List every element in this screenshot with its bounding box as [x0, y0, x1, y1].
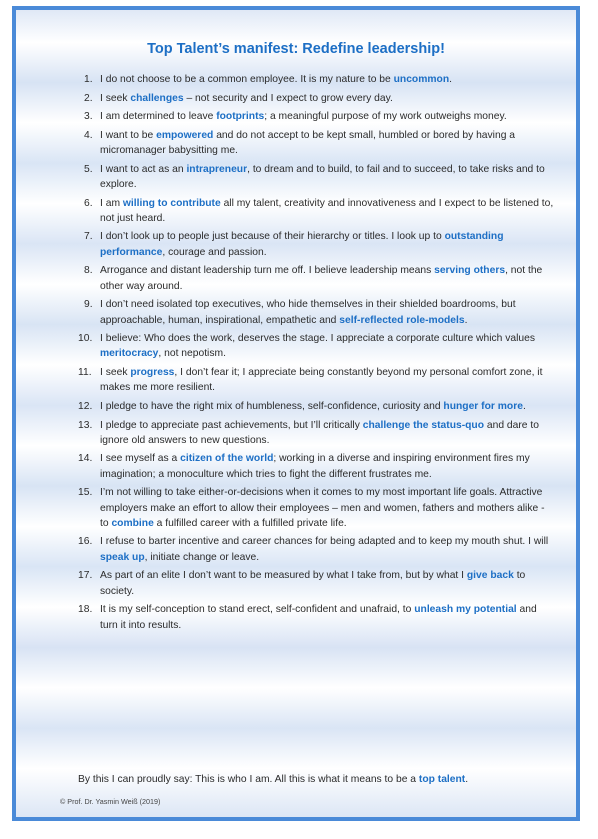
item-text: I want to be	[100, 129, 157, 141]
item-text: I seek	[100, 367, 131, 379]
item-text: I am determined to leave	[100, 111, 217, 123]
manifest-page	[12, 6, 580, 821]
item-text: and dare to ignore old answers to new questions.	[100, 419, 539, 446]
item-text: I’m not willing to take either-or-decisions when it comes to my most important life goals. Attractive employers make an effort to allow their employees – men and women, fathers and mothers alike - to	[100, 487, 545, 529]
highlight-keyword: willing to contribute	[122, 197, 221, 209]
highlight-keyword: combine	[111, 517, 154, 529]
manifest-item	[78, 331, 554, 362]
highlight-keyword: challenge the status-quo	[362, 419, 485, 431]
highlight-keyword: serving others	[434, 265, 506, 277]
item-number: 1.	[84, 74, 93, 85]
highlight-keyword: progress	[130, 367, 175, 379]
highlight-keyword: citizen of the world	[180, 453, 274, 465]
item-text: .	[464, 314, 468, 326]
manifest-item	[78, 534, 554, 565]
closing-end: .	[465, 774, 469, 785]
item-text: I want to act as an	[100, 163, 187, 175]
item-text: – not security and I expect to grow every day.	[183, 92, 393, 104]
highlight-keyword: challenges	[130, 92, 184, 104]
highlight-keyword: self-reflected role-models	[339, 314, 465, 326]
item-text: I believe: Who does the work, deserves the stage. I appreciate a corporate culture which values	[100, 333, 535, 345]
item-text: I pledge to appreciate past achievements, but I’ll critically	[100, 419, 363, 431]
item-number: 14.	[78, 453, 93, 465]
manifest-list	[78, 72, 554, 636]
item-text: I pledge to have the right mix of humbleness, self-confidence, curiosity and	[100, 400, 444, 412]
manifest-item	[84, 109, 554, 124]
item-number: 10.	[78, 333, 93, 345]
highlight-keyword: unleash my potential	[414, 604, 517, 616]
item-number: 17.	[78, 570, 93, 582]
item-number: 9.	[84, 299, 93, 311]
manifest-item	[84, 72, 554, 87]
item-text: I see myself as a	[100, 453, 181, 465]
manifest-item	[84, 162, 554, 193]
manifest-item	[78, 485, 554, 531]
item-number: 13.	[78, 419, 93, 431]
item-text: to society.	[100, 570, 526, 597]
item-text: It is my self-conception to stand erect, self-confident and unafraid, to	[100, 604, 415, 616]
item-text: Arrogance and distant leadership turn me off. I believe leadership means	[100, 265, 435, 277]
item-text: I refuse to barter incentive and career chances for being adapted and to keep my mouth shut. I will	[100, 536, 549, 548]
item-number: 18.	[78, 604, 93, 616]
manifest-item	[84, 196, 554, 227]
closing-text: By this I can proudly say: This is who I am. All this is what it means to be a	[78, 774, 419, 785]
highlight-keyword: speak up	[100, 551, 145, 563]
item-text: , not the other way around.	[100, 265, 543, 292]
item-number: 15.	[78, 487, 93, 499]
item-text: ; a meaningful purpose of my work outweighs money.	[264, 111, 507, 123]
item-text: .	[449, 74, 452, 85]
page-title: Top Talent’s manifest: Redefine leadership!	[147, 41, 445, 57]
manifest-item	[78, 365, 554, 396]
manifest-item	[78, 568, 554, 599]
highlight-keyword: give back	[466, 570, 514, 582]
closing-highlight: top talent	[418, 774, 466, 785]
item-text: , initiate change or leave.	[144, 551, 260, 563]
manifest-item	[84, 297, 554, 328]
item-number: 5.	[84, 163, 93, 175]
item-number: 6.	[84, 197, 93, 209]
manifest-item	[84, 263, 554, 294]
item-number: 4.	[84, 129, 93, 141]
item-number: 8.	[84, 265, 93, 277]
item-text: and do not accept to be kept small, humbled or bored by having a micromanager babysitting me.	[100, 129, 516, 157]
item-number: 3.	[84, 111, 93, 123]
copyright-notice: © Prof. Dr. Yasmin Weiß (2019)	[60, 797, 161, 806]
item-number: 7.	[84, 231, 93, 243]
highlight-keyword: uncommon	[393, 74, 450, 85]
highlight-keyword: outstanding performance	[100, 231, 504, 258]
item-text: , not nepotism.	[158, 348, 226, 360]
manifest-item	[84, 229, 554, 260]
item-text: As part of an elite I don’t want to be measured by what I take from, but by what I	[100, 570, 467, 582]
item-text: I don’t need isolated top executives, who hide themselves in their shielded boardrooms, but approachable, human, inspirational, empathetic and	[100, 299, 516, 326]
item-text: .	[522, 400, 526, 412]
manifest-item	[78, 399, 554, 414]
item-text: I don’t look up to people just because of their hierarchy or titles. I look up to	[100, 231, 445, 243]
manifest-item	[84, 91, 554, 106]
item-text: a fulfilled career with a fulfilled private life.	[153, 517, 347, 529]
item-text: I do not choose to be a common employee. It is my nature to be	[100, 74, 394, 85]
highlight-keyword: intrapreneur	[186, 163, 248, 175]
item-number: 11.	[78, 367, 92, 379]
item-text: I seek	[100, 92, 131, 104]
manifest-item	[84, 128, 554, 159]
item-text: , to dream and to build, to fail and to succeed, to take risks and to explore.	[100, 163, 545, 190]
highlight-keyword: meritocracy	[100, 348, 159, 360]
item-number: 16.	[78, 536, 93, 548]
item-text: , courage and passion.	[162, 246, 267, 258]
manifest-item	[78, 451, 554, 482]
manifest-item	[78, 602, 554, 633]
highlight-keyword: hunger for more	[443, 400, 523, 412]
item-text: ; working in a diverse and inspiring environment fires my imagination; a monoculture which tries to fight the different frustrates me.	[100, 453, 530, 480]
closing-statement	[78, 774, 468, 785]
manifest-item	[78, 418, 554, 449]
item-number: 2.	[84, 92, 93, 104]
item-text: and turn it into results.	[100, 604, 537, 631]
highlight-keyword: empowered	[156, 129, 214, 141]
highlight-keyword: footprints	[216, 111, 265, 123]
item-number: 12.	[78, 400, 93, 412]
item-text: , I don’t fear it; I appreciate being constantly beyond my personal comfort zone, it makes me more resilient.	[100, 367, 543, 394]
item-text: all my talent, creativity and innovativeness and I expect to be listened to, not just heard.	[100, 197, 554, 224]
item-text: I am	[100, 197, 123, 209]
